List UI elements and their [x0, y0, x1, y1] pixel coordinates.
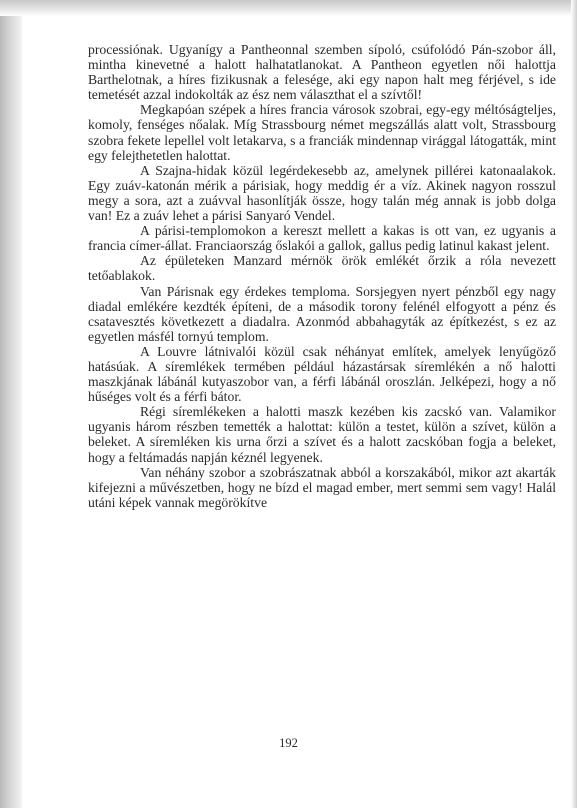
paragraph: processiónak. Ugyanígy a Pantheonnal szemben sípoló, csúfolódó Pán-szobor áll, mintha kinevetné a halott halhatatlanokat. A Pantheon egyetlen női halottja Barthelotnak, a híres fizikusnak a felesége, aki egy napon halt meg férjével, s ide temetését azzal indokolták az ész nem választhat el a szívtől!	[88, 42, 556, 103]
paragraph: Van Párisnak egy érdekes temploma. Sorsjegyen nyert pénzből egy nagy diadal emlékére kezdték építeni, de a második torony felénél elfogyott a pénz és csatavesztés következett a diadalra. Azonmód abbahagyták az építkezést, s ez az egyetlen másfél tornyú templom.	[88, 283, 556, 344]
paragraph: Az épületeken Manzard mérnök örök emlékét őrzik a róla nevezett tetőablakok.	[88, 253, 556, 284]
paragraph: A párisi-templomokon a kereszt mellett a kakas is ott van, ez ugyanis a francia címer-állat. Franciaország őslakói a gallok, gallus pedig latinul kakast jelent.	[88, 223, 556, 254]
paragraph: Régi síremlékeken a halotti maszk kezében kis zacskó van. Valamikor ugyanis három részben temették a halottat: külön a testet, külön a szívet, külön a beleket. A síremléken kis urna őrzi a szívet és a halott zacskóban fogja a beleket, hogy a feltámadás napján kéznél legyenek.	[88, 404, 556, 465]
page-body	[88, 42, 556, 510]
scan-binding-shadow	[0, 0, 22, 808]
paragraph: Megkapóan szépek a híres francia városok szobrai, egy-egy méltóságteljes, komoly, fenséges nőalak. Míg Strassbourg német megszállás alatt volt, Strassbourg szobra fekete lepellel volt letakarva, s a franciák mindennap virággal látogatták, mint egy felejthetetlen halottat.	[88, 102, 556, 163]
scan-right-edge	[571, 0, 577, 808]
paragraph: A Szajna-hidak közül legérdekesebb az, amelynek pillérei katonaalakok. Egy zuáv-katonán mérik a párisiak, hogy meddig ér a víz. Akinek nagyon rosszul megy a sora, azt a zuávval hasonlítják össze, hogy talán még annak is jobb dolga van! Ez a zuáv lehet a párisi Sanyaró Vendel.	[88, 162, 556, 224]
paragraph: Van néhány szobor a szobrászatnak abból a korszakából, mikor azt akarták kifejezni a művészetben, hogy ne bízd el magad ember, mert semmi sem vagy! Halál utáni képek vannak megörökítve	[88, 464, 556, 510]
page-number: 192	[279, 736, 298, 750]
scan-top-shadow	[0, 0, 577, 16]
paragraph: A Louvre látnivalói közül csak néhányat említek, amelyek lenyűgöző hatásúak. A síremlékek termében például házastársak síremlékén a nő halotti maszkjának lábánál kutyaszobor van, a férfi lábánál oroszlán. Jelképezi, hogy a nő hűséges volt és a férfi bátor.	[88, 343, 556, 405]
